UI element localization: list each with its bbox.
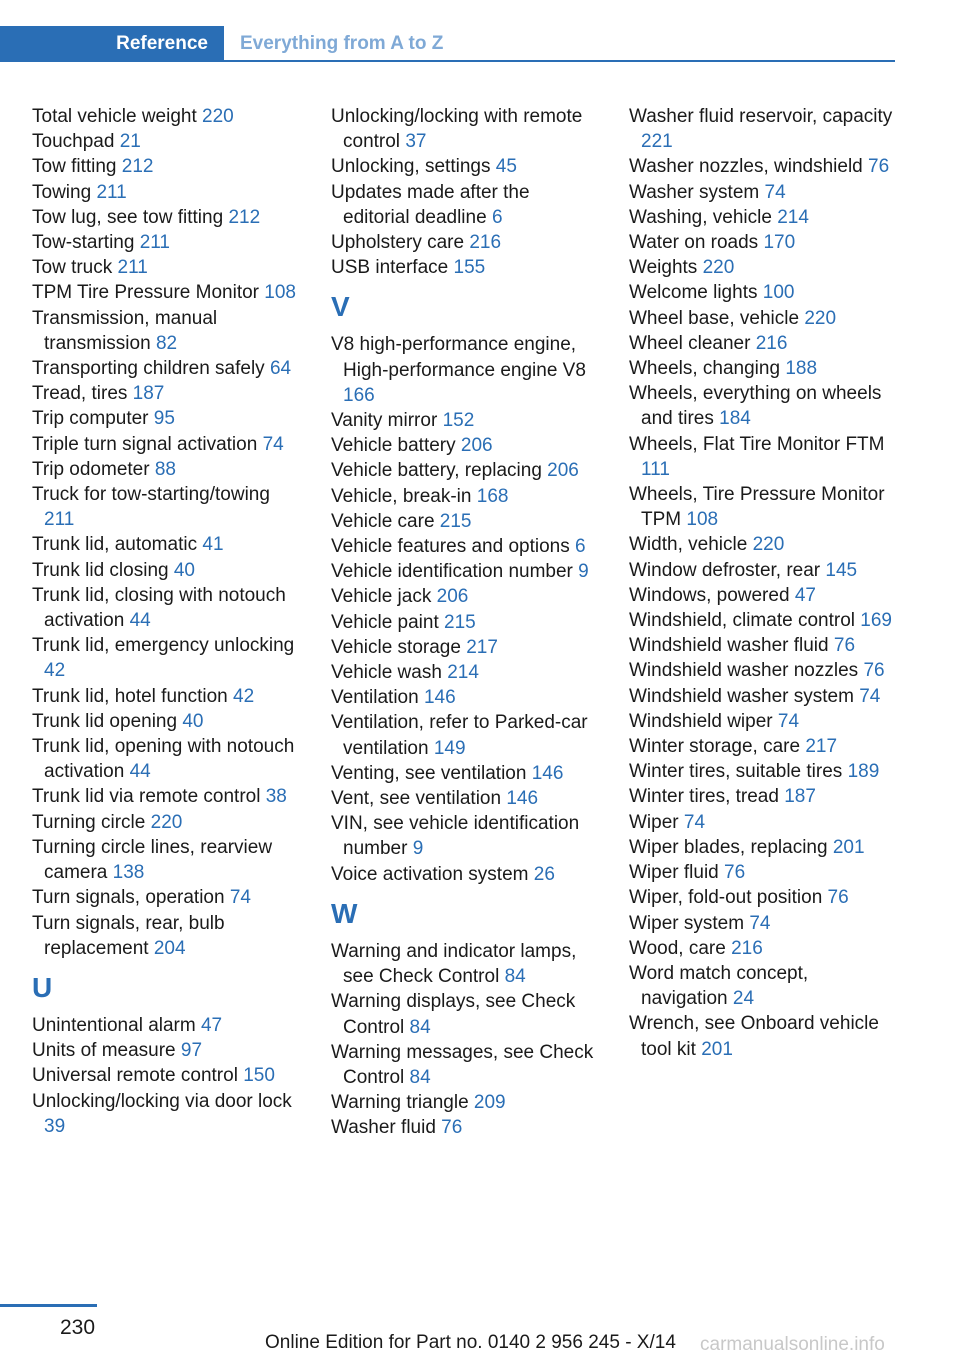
entry-term: Warning messages, see Check Control bbox=[331, 1041, 594, 1088]
page-link[interactable]: 212 bbox=[121, 156, 154, 178]
entry-term: Wheels, everything on wheels and tires bbox=[629, 383, 882, 430]
edition-text: Online Edition for Part no. 0140 2 956 245 - X/14 bbox=[265, 1332, 676, 1353]
entry-term: Wheels, Tire Pressure Monitor TPM bbox=[629, 484, 885, 531]
entry-term: Width, vehicle bbox=[629, 534, 748, 556]
index-entry bbox=[331, 1090, 599, 1115]
index-entry bbox=[629, 558, 897, 583]
page-link[interactable]: 187 bbox=[784, 786, 816, 808]
index-entry bbox=[629, 759, 897, 784]
entry-term: Wiper bbox=[629, 811, 679, 833]
page-link[interactable]: 74 bbox=[764, 181, 786, 203]
index-entry bbox=[331, 230, 599, 255]
index-letter-heading: V bbox=[331, 291, 350, 323]
index-entry bbox=[629, 432, 897, 482]
page-link[interactable]: 212 bbox=[228, 206, 261, 228]
index-entry bbox=[629, 482, 897, 532]
page-link[interactable]: 40 bbox=[182, 710, 204, 732]
page-link[interactable]: 220 bbox=[702, 257, 735, 279]
index-column-2 bbox=[331, 104, 599, 1141]
section-tab: Reference bbox=[0, 26, 224, 62]
footer-bar bbox=[0, 1304, 97, 1307]
index-entry bbox=[32, 457, 300, 482]
entry-term: USB interface bbox=[331, 257, 449, 279]
watermark: carmanualsonline.info bbox=[700, 1334, 885, 1355]
index-entry bbox=[32, 532, 300, 557]
index-entry bbox=[331, 635, 599, 660]
page-link[interactable]: 211 bbox=[139, 232, 170, 254]
entry-term: Winter tires, suitable tires bbox=[629, 761, 843, 783]
index-entry bbox=[32, 255, 300, 280]
page-link[interactable]: 108 bbox=[264, 282, 296, 304]
index-entry bbox=[629, 331, 897, 356]
entry-term: Turn signals, rear, bulb replacement bbox=[32, 912, 225, 959]
entry-term: Welcome lights bbox=[629, 282, 758, 304]
index-entry bbox=[32, 180, 300, 205]
index-entry bbox=[629, 180, 897, 205]
header-rule bbox=[224, 60, 895, 62]
index-entry bbox=[331, 408, 599, 433]
index-entry bbox=[629, 104, 897, 154]
entry-term: Units of measure bbox=[32, 1040, 176, 1062]
page-link[interactable]: 220 bbox=[150, 811, 183, 833]
entry-term: Trunk lid closing bbox=[32, 559, 169, 581]
page-link[interactable]: 84 bbox=[409, 1066, 431, 1088]
entry-term: Vehicle, break-in bbox=[331, 485, 472, 507]
index-entry bbox=[32, 406, 300, 431]
entry-term: Weights bbox=[629, 257, 698, 279]
page-link[interactable]: 215 bbox=[439, 510, 472, 532]
entry-term: Wood, care bbox=[629, 937, 726, 959]
index-entry bbox=[629, 230, 897, 255]
index-entry bbox=[32, 911, 300, 961]
page-link[interactable]: 209 bbox=[473, 1092, 506, 1114]
page-link[interactable]: 168 bbox=[476, 485, 509, 507]
page-link[interactable]: 45 bbox=[495, 156, 517, 178]
page-link[interactable]: 74 bbox=[749, 912, 771, 934]
subsection-title: Everything from A to Z bbox=[240, 33, 444, 54]
index-entry bbox=[629, 1011, 897, 1061]
index-letter-heading: W bbox=[331, 897, 358, 929]
entry-term: Vehicle storage bbox=[331, 636, 461, 658]
page-link[interactable]: 44 bbox=[129, 761, 151, 783]
page-link[interactable]: 40 bbox=[173, 559, 195, 581]
entry-term: Tow lug, see tow fitting bbox=[32, 206, 224, 228]
page-link[interactable]: 47 bbox=[200, 1014, 223, 1036]
entry-term: Vehicle identification number bbox=[331, 561, 573, 583]
entry-term: Universal remote control bbox=[32, 1065, 238, 1087]
page-link[interactable]: 201 bbox=[701, 1038, 733, 1060]
page-link[interactable]: 149 bbox=[433, 737, 466, 759]
index-entry bbox=[331, 509, 599, 534]
index-entry bbox=[32, 885, 300, 910]
index-entry bbox=[32, 558, 300, 583]
index-entry bbox=[331, 534, 599, 559]
index-entry bbox=[331, 484, 599, 509]
entry-term: Wheel cleaner bbox=[629, 332, 751, 354]
page-link[interactable]: 111 bbox=[641, 458, 670, 480]
index-entry bbox=[331, 1115, 599, 1140]
index-entry bbox=[331, 559, 599, 584]
entry-term: Unlocking, settings bbox=[331, 156, 491, 178]
index-entry bbox=[32, 684, 300, 709]
entry-term: Unintentional alarm bbox=[32, 1014, 196, 1036]
page-number: 230 bbox=[60, 1316, 96, 1339]
page-link[interactable]: 6 bbox=[575, 536, 586, 558]
entry-term: Triple turn signal activation bbox=[32, 433, 258, 455]
page-link[interactable]: 216 bbox=[731, 937, 763, 959]
entry-term: Turning circle bbox=[32, 811, 146, 833]
page-link[interactable]: 214 bbox=[447, 662, 479, 684]
entry-term: Window defroster, rear bbox=[629, 559, 821, 581]
page-link[interactable]: 214 bbox=[777, 206, 809, 228]
index-entry bbox=[331, 154, 599, 179]
page-link[interactable]: 187 bbox=[132, 383, 165, 405]
entry-term: Word match concept, navigation bbox=[629, 962, 809, 1010]
index-entry bbox=[331, 104, 599, 154]
index-entry bbox=[629, 356, 897, 381]
index-entry bbox=[32, 104, 300, 129]
index-entry bbox=[331, 458, 599, 483]
page-link[interactable]: 220 bbox=[752, 534, 785, 556]
page-link[interactable]: 26 bbox=[533, 863, 555, 885]
index-entry bbox=[331, 660, 599, 685]
index-entry bbox=[32, 381, 300, 406]
index-entry bbox=[629, 154, 897, 179]
entry-term: Vanity mirror bbox=[331, 410, 438, 432]
page-link[interactable]: 6 bbox=[491, 206, 503, 228]
page-header bbox=[0, 26, 895, 62]
index-entry bbox=[629, 784, 897, 809]
page-link[interactable]: 41 bbox=[202, 534, 224, 556]
page-link[interactable]: 88 bbox=[154, 458, 176, 480]
entry-term: Wrench, see Onboard vehicle tool kit bbox=[629, 1013, 879, 1060]
page-link[interactable]: 38 bbox=[265, 786, 287, 808]
entry-term: Turn signals, operation bbox=[32, 887, 225, 909]
entry-term: Vehicle battery bbox=[331, 435, 456, 457]
index-entry bbox=[629, 835, 897, 860]
index-entry bbox=[32, 1063, 300, 1088]
index-entry bbox=[331, 710, 599, 760]
page-link[interactable]: 220 bbox=[202, 106, 234, 127]
entry-term: Vehicle wash bbox=[331, 662, 442, 684]
entry-term: Windshield washer system bbox=[629, 685, 854, 707]
index-entry bbox=[32, 205, 300, 230]
entry-term: Windshield washer fluid bbox=[629, 635, 829, 657]
page-link[interactable]: 216 bbox=[755, 332, 788, 354]
index-entry bbox=[32, 306, 300, 356]
index-entry bbox=[629, 633, 897, 658]
entry-term: Unlocking/locking with remote control bbox=[331, 106, 583, 153]
page-link[interactable]: 221 bbox=[641, 131, 673, 153]
index-entry bbox=[629, 381, 897, 431]
index-entry bbox=[331, 180, 599, 230]
entry-term: Turning circle lines, rearview camera bbox=[32, 836, 273, 884]
entry-term: Towing bbox=[32, 181, 92, 203]
entry-term: Washer fluid reservoir, capacity bbox=[629, 106, 893, 127]
index-entry bbox=[331, 332, 599, 408]
entry-term: Vent, see ventilation bbox=[331, 788, 502, 810]
index-entry bbox=[629, 936, 897, 961]
entry-term: Trunk lid, closing with notouch activation bbox=[32, 584, 286, 632]
page-link[interactable]: 206 bbox=[547, 460, 579, 482]
page-link[interactable]: 188 bbox=[785, 358, 818, 380]
entry-term: Washer system bbox=[629, 181, 760, 203]
entry-term: Vehicle battery, replacing bbox=[331, 460, 542, 482]
index-entry bbox=[331, 255, 599, 280]
entry-term: Washing, vehicle bbox=[629, 206, 772, 228]
page-link[interactable]: 37 bbox=[405, 131, 427, 153]
index-entry bbox=[32, 784, 300, 809]
page-link[interactable]: 47 bbox=[794, 584, 816, 606]
entry-term: Trunk lid, emergency unlocking bbox=[32, 635, 295, 657]
entry-term: Truck for tow-starting/towing bbox=[32, 484, 270, 506]
page-link[interactable]: 74 bbox=[777, 710, 800, 732]
entry-term: Warning displays, see Check Control bbox=[331, 991, 576, 1038]
index-entry bbox=[32, 835, 300, 885]
index-entry bbox=[629, 658, 897, 683]
entry-term: Trunk lid opening bbox=[32, 710, 178, 732]
index-entry bbox=[331, 811, 599, 861]
entry-term: Wheels, changing bbox=[629, 358, 781, 380]
page-link[interactable]: 84 bbox=[504, 966, 526, 988]
index-entry bbox=[331, 610, 599, 635]
page-link[interactable]: 76 bbox=[724, 862, 746, 884]
entry-term: Wiper, fold-out position bbox=[629, 887, 823, 909]
index-entry bbox=[629, 709, 897, 734]
index-entry bbox=[629, 860, 897, 885]
page-link[interactable]: 204 bbox=[153, 937, 186, 959]
page-link[interactable]: 206 bbox=[460, 435, 493, 457]
entry-term: Ventilation, refer to Parked-car ventilation bbox=[331, 712, 588, 759]
page-link[interactable]: 211 bbox=[44, 509, 75, 531]
entry-term: VIN, see vehicle identification number bbox=[331, 813, 580, 860]
entry-term: Warning triangle bbox=[331, 1092, 469, 1114]
index-entry bbox=[629, 306, 897, 331]
index-entry bbox=[32, 583, 300, 633]
page-link[interactable]: 138 bbox=[112, 862, 145, 884]
entry-term: Trip odometer bbox=[32, 458, 150, 480]
index-entry bbox=[32, 810, 300, 835]
page-link[interactable]: 97 bbox=[180, 1040, 203, 1062]
page-link[interactable]: 211 bbox=[96, 181, 127, 203]
index-entry bbox=[331, 685, 599, 710]
page-link[interactable]: 184 bbox=[719, 408, 751, 430]
page-link[interactable]: 146 bbox=[423, 687, 456, 709]
entry-term: Wiper fluid bbox=[629, 862, 719, 884]
page-link[interactable]: 215 bbox=[444, 611, 476, 633]
page-link[interactable]: 42 bbox=[44, 660, 66, 682]
page-link[interactable]: 166 bbox=[343, 384, 375, 406]
entry-term: Windshield, climate control bbox=[629, 610, 855, 632]
index-entry bbox=[629, 810, 897, 835]
index-letter-heading: U bbox=[32, 971, 53, 1003]
entry-term: Updates made after the editorial deadline bbox=[331, 181, 530, 228]
index-entry bbox=[32, 1038, 300, 1063]
page-link[interactable]: 21 bbox=[119, 131, 141, 153]
entry-term: Winter storage, care bbox=[629, 736, 801, 758]
page-link[interactable]: 39 bbox=[44, 1115, 66, 1137]
page-link[interactable]: 74 bbox=[229, 887, 251, 909]
index-entry bbox=[629, 961, 897, 1011]
index-entry bbox=[32, 1089, 300, 1139]
entry-term: Wheel base, vehicle bbox=[629, 307, 800, 329]
entry-term: TPM Tire Pressure Monitor bbox=[32, 282, 259, 304]
entry-term: Touchpad bbox=[32, 131, 115, 153]
page-link[interactable]: 74 bbox=[859, 685, 881, 707]
index-entry bbox=[331, 939, 599, 989]
entry-term: Trunk lid, automatic bbox=[32, 534, 198, 556]
index-entry bbox=[32, 482, 300, 532]
page-link[interactable]: 74 bbox=[262, 433, 284, 455]
entry-term: Trunk lid, hotel function bbox=[32, 685, 228, 707]
index-entry bbox=[629, 583, 897, 608]
entry-term: Vehicle features and options bbox=[331, 536, 570, 558]
page-link[interactable]: 220 bbox=[804, 307, 837, 329]
entry-term: Wiper system bbox=[629, 912, 745, 934]
entry-term: Unlocking/locking via door lock bbox=[32, 1090, 292, 1112]
entry-term: Venting, see ventilation bbox=[331, 762, 527, 784]
entry-term: Windshield wiper bbox=[629, 710, 773, 732]
page-link[interactable]: 76 bbox=[868, 156, 890, 178]
page-link[interactable]: 100 bbox=[762, 282, 795, 304]
entry-term: Wheels, Flat Tire Monitor FTM bbox=[629, 433, 885, 455]
page-link[interactable]: 150 bbox=[243, 1065, 275, 1087]
entry-term: Windshield washer nozzles bbox=[629, 660, 859, 682]
entry-term: Washer fluid bbox=[331, 1117, 436, 1139]
index-entry bbox=[331, 584, 599, 609]
entry-term: Transmission, manual transmission bbox=[32, 307, 218, 354]
page-link[interactable]: 155 bbox=[453, 257, 486, 279]
index-entry bbox=[32, 734, 300, 784]
index-entry bbox=[629, 280, 897, 305]
entry-term: Total vehicle weight bbox=[32, 106, 197, 127]
entry-term: Vehicle care bbox=[331, 510, 435, 532]
page-link[interactable]: 145 bbox=[825, 559, 858, 581]
page-link[interactable]: 76 bbox=[833, 635, 856, 657]
page-link[interactable]: 82 bbox=[155, 332, 178, 354]
page-link[interactable]: 9 bbox=[578, 561, 589, 583]
page-link[interactable]: 42 bbox=[233, 685, 255, 707]
page-link[interactable]: 152 bbox=[442, 410, 475, 432]
entry-term: Voice activation system bbox=[331, 863, 529, 885]
index-entry bbox=[331, 1040, 599, 1090]
entry-term: Transporting children safely bbox=[32, 358, 265, 380]
page-link[interactable]: 74 bbox=[683, 811, 706, 833]
index-entry bbox=[331, 862, 599, 887]
page-link[interactable]: 76 bbox=[441, 1117, 463, 1139]
page-link[interactable]: 216 bbox=[469, 232, 502, 254]
page-link[interactable]: 201 bbox=[832, 836, 865, 858]
page-link[interactable]: 206 bbox=[436, 586, 469, 608]
page-link[interactable]: 24 bbox=[732, 988, 755, 1010]
index-entry bbox=[629, 885, 897, 910]
page-link[interactable]: 217 bbox=[805, 736, 838, 758]
entry-term: Tow-starting bbox=[32, 232, 135, 254]
page-link[interactable]: 108 bbox=[686, 509, 719, 531]
index-entry bbox=[32, 154, 300, 179]
index-entry bbox=[629, 684, 897, 709]
page-link[interactable]: 189 bbox=[847, 761, 880, 783]
entry-term: Trip computer bbox=[32, 408, 149, 430]
entry-term: Water on roads bbox=[629, 232, 759, 254]
page-link[interactable]: 64 bbox=[269, 358, 292, 380]
index-entry bbox=[32, 230, 300, 255]
entry-term: Trunk lid, opening with notouch activation bbox=[32, 736, 295, 783]
page-link[interactable]: 44 bbox=[129, 610, 151, 632]
index-entry bbox=[331, 433, 599, 458]
entry-term: Upholstery care bbox=[331, 232, 465, 254]
index-entry bbox=[32, 633, 300, 683]
index-column-3 bbox=[629, 104, 897, 1062]
page-link[interactable]: 217 bbox=[466, 636, 498, 658]
entry-term: Ventilation bbox=[331, 687, 419, 709]
page-link[interactable]: 95 bbox=[153, 408, 175, 430]
entry-term: Tow fitting bbox=[32, 156, 117, 178]
index-entry bbox=[32, 1013, 300, 1038]
page-link[interactable]: 76 bbox=[827, 887, 849, 909]
entry-term: Wiper blades, replacing bbox=[629, 836, 828, 858]
page-link[interactable]: 211 bbox=[117, 257, 148, 279]
index-entry bbox=[32, 280, 300, 305]
entry-term: Washer nozzles, windshield bbox=[629, 156, 863, 178]
page-link[interactable]: 84 bbox=[409, 1016, 431, 1038]
entry-term: Vehicle paint bbox=[331, 611, 439, 633]
page-link[interactable]: 169 bbox=[860, 610, 892, 632]
entry-term: Winter tires, tread bbox=[629, 786, 779, 808]
page-link[interactable]: 170 bbox=[763, 232, 796, 254]
index-entry bbox=[629, 255, 897, 280]
page-link[interactable]: 146 bbox=[506, 788, 539, 810]
entry-term: V8 high-performance engine, High-performance engine V8 bbox=[331, 334, 586, 381]
index-entry bbox=[629, 734, 897, 759]
index-entry bbox=[629, 532, 897, 557]
index-entry bbox=[629, 608, 897, 633]
index-entry bbox=[331, 761, 599, 786]
index-entry bbox=[629, 205, 897, 230]
entry-term: Warning and indicator lamps, see Check Control bbox=[331, 940, 577, 988]
index-entry bbox=[32, 432, 300, 457]
index-entry bbox=[629, 911, 897, 936]
index-entry bbox=[331, 786, 599, 811]
index-entry bbox=[331, 989, 599, 1039]
entry-term: Vehicle jack bbox=[331, 586, 432, 608]
index-entry bbox=[32, 129, 300, 154]
page-link[interactable]: 9 bbox=[412, 838, 424, 860]
page-link[interactable]: 146 bbox=[531, 762, 564, 784]
page-link[interactable]: 76 bbox=[863, 660, 885, 682]
entry-term: Windows, powered bbox=[629, 584, 790, 606]
index-column-1 bbox=[32, 104, 300, 1139]
entry-term: Trunk lid via remote control bbox=[32, 786, 261, 808]
index-entry bbox=[32, 356, 300, 381]
entry-term: Tow truck bbox=[32, 257, 113, 279]
index-entry bbox=[32, 709, 300, 734]
entry-term: Tread, tires bbox=[32, 383, 128, 405]
